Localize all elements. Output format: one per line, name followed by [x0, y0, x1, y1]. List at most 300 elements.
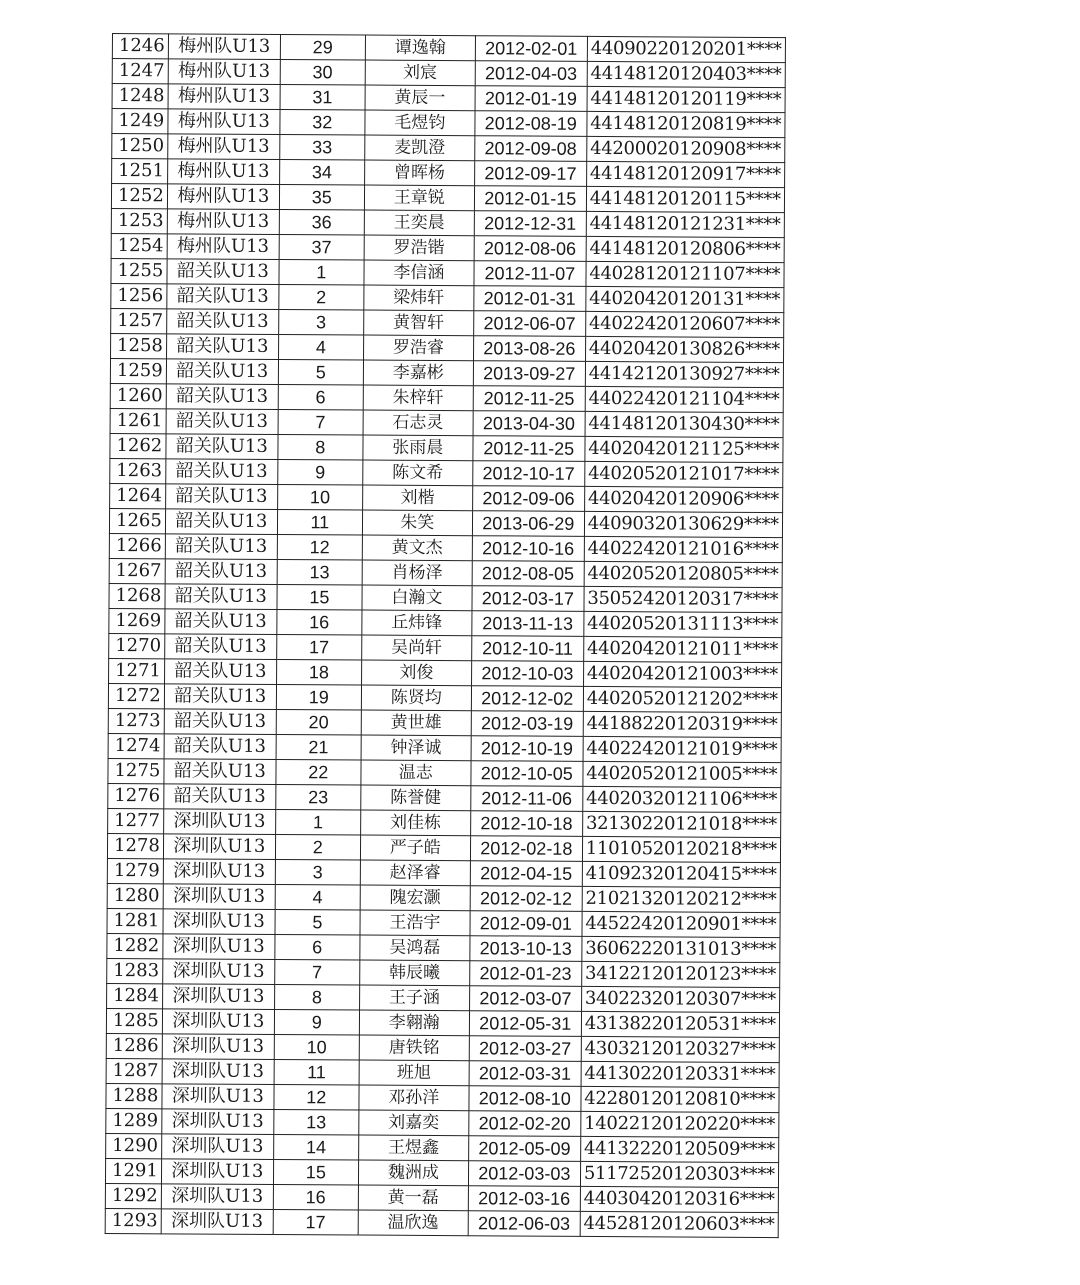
jersey-number-cell: 4 — [275, 885, 360, 911]
id-number-cell: 44022420121019**** — [583, 736, 781, 762]
id-number-cell: 44020420121011**** — [583, 636, 781, 662]
jersey-number-cell: 7 — [275, 960, 360, 986]
birth-date-cell: 2012-09-01 — [470, 911, 582, 937]
birth-date-cell: 2012-02-20 — [469, 1111, 581, 1137]
player-name-cell: 唐铁铭 — [359, 1035, 469, 1061]
team-name-cell: 深圳队U13 — [163, 884, 275, 910]
birth-date-cell: 2013-08-26 — [473, 336, 585, 362]
player-name-cell: 白瀚文 — [362, 585, 472, 611]
table-row — [107, 958, 780, 987]
player-name-cell: 李嘉彬 — [363, 360, 473, 386]
team-name-cell: 深圳队U13 — [161, 1134, 273, 1160]
birth-date-cell: 2012-09-06 — [472, 486, 584, 512]
id-number-cell: 44022420120607**** — [585, 311, 783, 337]
player-name-cell: 严子皓 — [360, 835, 470, 861]
id-number-cell: 44020420120906**** — [584, 486, 782, 512]
team-name-cell: 梅州队U13 — [167, 159, 279, 185]
birth-date-cell: 2013-04-30 — [473, 411, 585, 437]
player-name-cell: 罗浩锴 — [364, 235, 474, 261]
table-row — [106, 1133, 779, 1162]
jersey-number-cell: 17 — [276, 635, 361, 661]
id-number-cell: 44148120130430**** — [585, 411, 783, 437]
id-number-cell: 44022420121016**** — [584, 536, 782, 562]
table-row — [110, 458, 783, 487]
table-row — [108, 783, 781, 812]
player-name-cell: 黄辰一 — [365, 85, 475, 111]
team-name-cell: 韶关队U13 — [164, 684, 276, 710]
jersey-number-cell: 3 — [278, 310, 363, 336]
row-index-cell: 1284 — [107, 983, 163, 1008]
jersey-number-cell: 15 — [273, 1160, 358, 1186]
table-row — [110, 358, 783, 387]
row-index-cell: 1277 — [108, 808, 164, 833]
player-name-cell: 丘炜锋 — [362, 610, 472, 636]
table-row — [112, 134, 785, 163]
table-row — [111, 283, 784, 312]
table-row — [109, 633, 782, 662]
id-number-cell: 44148120120819**** — [587, 111, 785, 137]
player-name-cell: 黄一磊 — [358, 1185, 468, 1211]
birth-date-cell: 2012-10-05 — [471, 761, 583, 787]
id-number-cell: 32130220121018**** — [582, 811, 780, 837]
player-name-cell: 隗宏灏 — [360, 885, 470, 911]
team-name-cell: 梅州队U13 — [168, 134, 280, 160]
player-name-cell: 刘俊 — [361, 660, 471, 686]
row-index-cell: 1274 — [108, 733, 164, 758]
id-number-cell: 35052420120317**** — [584, 586, 782, 612]
birth-date-cell: 2012-03-19 — [471, 711, 583, 737]
row-index-cell: 1289 — [106, 1108, 162, 1133]
birth-date-cell: 2013-11-13 — [472, 611, 584, 637]
jersey-number-cell: 13 — [277, 560, 362, 586]
id-number-cell: 44020420130826**** — [585, 336, 783, 362]
row-index-cell: 1278 — [107, 833, 163, 858]
jersey-number-cell: 3 — [275, 860, 360, 886]
player-name-cell: 麦凯澄 — [365, 135, 475, 161]
id-number-cell: 44148120120403**** — [587, 61, 785, 87]
id-number-cell: 42280120120810**** — [581, 1086, 779, 1112]
row-index-cell: 1286 — [106, 1033, 162, 1058]
row-index-cell: 1251 — [112, 159, 168, 184]
birth-date-cell: 2012-08-10 — [469, 1086, 581, 1112]
row-index-cell: 1280 — [107, 883, 163, 908]
birth-date-cell: 2012-03-16 — [468, 1186, 580, 1212]
player-name-cell: 王章锐 — [364, 185, 474, 211]
table-row — [111, 333, 784, 362]
id-number-cell: 43032120120327**** — [581, 1036, 779, 1062]
table-row — [111, 184, 784, 213]
row-index-cell: 1255 — [111, 258, 167, 283]
birth-date-cell: 2012-09-08 — [475, 136, 587, 162]
jersey-number-cell: 4 — [278, 335, 363, 361]
jersey-number-cell: 20 — [276, 710, 361, 736]
player-name-cell: 朱梓轩 — [363, 385, 473, 411]
id-number-cell: 44022420121104**** — [585, 386, 783, 412]
player-name-cell: 吴鸿磊 — [360, 935, 470, 961]
table-row — [109, 533, 782, 562]
birth-date-cell: 2012-10-11 — [471, 636, 583, 662]
team-name-cell: 深圳队U13 — [162, 1109, 274, 1135]
table-row — [112, 34, 785, 63]
team-name-cell: 深圳队U13 — [163, 859, 275, 885]
row-index-cell: 1292 — [105, 1183, 161, 1208]
table-row — [111, 208, 784, 237]
player-name-cell: 魏洲成 — [358, 1160, 468, 1186]
jersey-number-cell: 29 — [280, 35, 365, 61]
player-name-cell: 王煜鑫 — [358, 1135, 468, 1161]
id-number-cell: 34022320120307**** — [581, 986, 779, 1012]
jersey-number-cell: 11 — [274, 1060, 359, 1086]
team-name-cell: 韶关队U13 — [164, 709, 276, 735]
team-name-cell: 韶关队U13 — [165, 534, 277, 560]
table-row — [106, 1083, 779, 1112]
player-name-cell: 韩辰曦 — [360, 960, 470, 986]
id-number-cell: 44028120121107**** — [586, 261, 784, 287]
jersey-number-cell: 33 — [280, 135, 365, 161]
player-name-cell: 梁炜轩 — [364, 285, 474, 311]
jersey-number-cell: 12 — [274, 1085, 359, 1111]
birth-date-cell: 2012-10-16 — [472, 536, 584, 562]
id-number-cell: 44020520121005**** — [583, 761, 781, 787]
row-index-cell: 1264 — [110, 483, 166, 508]
player-name-cell: 钟泽诚 — [361, 735, 471, 761]
row-index-cell: 1287 — [106, 1058, 162, 1083]
row-index-cell: 1259 — [110, 358, 166, 383]
player-name-cell: 刘嘉奕 — [359, 1110, 469, 1136]
row-index-cell: 1246 — [112, 34, 168, 59]
row-index-cell: 1262 — [110, 433, 166, 458]
table-row — [112, 59, 785, 88]
row-index-cell: 1248 — [112, 84, 168, 109]
row-index-cell: 1252 — [111, 184, 167, 209]
birth-date-cell: 2012-03-07 — [469, 986, 581, 1012]
id-number-cell: 21021320120212**** — [582, 886, 780, 912]
row-index-cell: 1275 — [108, 758, 164, 783]
birth-date-cell: 2012-01-31 — [474, 286, 586, 312]
player-roster-table — [105, 33, 786, 1238]
player-name-cell: 温欣逸 — [358, 1210, 468, 1236]
team-name-cell: 梅州队U13 — [167, 234, 279, 260]
team-name-cell: 韶关队U13 — [164, 759, 276, 785]
id-number-cell: 44148120121231**** — [586, 211, 784, 237]
team-name-cell: 韶关队U13 — [164, 634, 276, 660]
birth-date-cell: 2012-06-07 — [473, 311, 585, 337]
id-number-cell: 44020420120131**** — [586, 286, 784, 312]
team-name-cell: 深圳队U13 — [161, 1209, 273, 1235]
birth-date-cell: 2012-08-06 — [474, 236, 586, 262]
table-row — [105, 1158, 778, 1187]
table-row — [108, 708, 781, 737]
player-name-cell: 陈文希 — [363, 460, 473, 486]
birth-date-cell: 2012-10-18 — [470, 811, 582, 837]
team-name-cell: 梅州队U13 — [168, 59, 280, 85]
id-number-cell: 44132220120509**** — [580, 1136, 778, 1162]
birth-date-cell: 2012-01-23 — [469, 961, 581, 987]
row-index-cell: 1260 — [110, 383, 166, 408]
table-row — [107, 833, 780, 862]
id-number-cell: 44148120120119**** — [587, 86, 785, 112]
jersey-number-cell: 17 — [273, 1210, 358, 1236]
id-number-cell: 44188220120319**** — [583, 711, 781, 737]
player-name-cell: 罗浩睿 — [363, 335, 473, 361]
table-row — [109, 583, 782, 612]
jersey-number-cell: 7 — [278, 410, 363, 436]
table-row — [111, 233, 784, 262]
team-name-cell: 韶关队U13 — [167, 284, 279, 310]
id-number-cell: 34122120120123**** — [581, 961, 779, 987]
row-index-cell: 1253 — [111, 208, 167, 233]
jersey-number-cell: 8 — [278, 435, 363, 461]
jersey-number-cell: 34 — [279, 160, 364, 186]
team-name-cell: 深圳队U13 — [163, 809, 275, 835]
birth-date-cell: 2013-10-13 — [470, 936, 582, 962]
player-name-cell: 黄智轩 — [363, 310, 473, 336]
id-number-cell: 44020520131113**** — [584, 611, 782, 637]
team-name-cell: 深圳队U13 — [163, 909, 275, 935]
jersey-number-cell: 12 — [277, 535, 362, 561]
id-number-cell: 44090320130629**** — [584, 511, 782, 537]
jersey-number-cell: 35 — [279, 185, 364, 211]
row-index-cell: 1273 — [108, 708, 164, 733]
team-name-cell: 韶关队U13 — [166, 434, 278, 460]
row-index-cell: 1257 — [111, 308, 167, 333]
team-name-cell: 韶关队U13 — [166, 459, 278, 485]
jersey-number-cell: 2 — [279, 285, 364, 311]
table-row — [112, 159, 785, 188]
row-index-cell: 1266 — [109, 533, 165, 558]
table-row — [107, 933, 780, 962]
id-number-cell: 44020520121202**** — [583, 686, 781, 712]
row-index-cell: 1268 — [109, 583, 165, 608]
row-index-cell: 1276 — [108, 783, 164, 808]
birth-date-cell: 2012-02-18 — [470, 836, 582, 862]
id-number-cell: 44130220120331**** — [581, 1061, 779, 1087]
birth-date-cell: 2012-02-12 — [470, 886, 582, 912]
birth-date-cell: 2013-09-27 — [473, 361, 585, 387]
row-index-cell: 1271 — [109, 658, 165, 683]
table-row — [111, 258, 784, 287]
player-name-cell: 赵泽睿 — [360, 860, 470, 886]
table-row — [107, 908, 780, 937]
team-name-cell: 深圳队U13 — [162, 1034, 274, 1060]
player-name-cell: 邓孙洋 — [359, 1085, 469, 1111]
team-name-cell: 韶关队U13 — [166, 309, 278, 335]
table-row — [109, 508, 782, 537]
jersey-number-cell: 8 — [274, 985, 359, 1011]
row-index-cell: 1263 — [110, 458, 166, 483]
team-name-cell: 韶关队U13 — [165, 484, 277, 510]
table-row — [108, 758, 781, 787]
row-index-cell: 1250 — [112, 134, 168, 159]
row-index-cell: 1283 — [107, 958, 163, 983]
jersey-number-cell: 1 — [279, 260, 364, 286]
team-name-cell: 梅州队U13 — [167, 209, 279, 235]
team-name-cell: 梅州队U13 — [167, 184, 279, 210]
birth-date-cell: 2012-01-19 — [475, 86, 587, 112]
jersey-number-cell: 1 — [275, 810, 360, 836]
team-name-cell: 梅州队U13 — [168, 84, 280, 110]
birth-date-cell: 2012-12-02 — [471, 686, 583, 712]
id-number-cell: 44200020120908**** — [587, 136, 785, 162]
player-name-cell: 张雨晨 — [363, 435, 473, 461]
row-index-cell: 1285 — [106, 1008, 162, 1033]
birth-date-cell: 2012-10-19 — [471, 736, 583, 762]
team-name-cell: 韶关队U13 — [164, 734, 276, 760]
id-number-cell: 44148120120806**** — [586, 236, 784, 262]
row-index-cell: 1254 — [111, 233, 167, 258]
team-name-cell: 韶关队U13 — [164, 659, 276, 685]
team-name-cell: 韶关队U13 — [167, 259, 279, 285]
jersey-number-cell: 11 — [277, 510, 362, 536]
team-name-cell: 深圳队U13 — [161, 1159, 273, 1185]
table-row — [109, 558, 782, 587]
team-name-cell: 韶关队U13 — [166, 334, 278, 360]
id-number-cell: 44528120120603**** — [580, 1211, 778, 1237]
row-index-cell: 1261 — [110, 408, 166, 433]
team-name-cell: 梅州队U13 — [168, 34, 280, 60]
row-index-cell: 1279 — [107, 858, 163, 883]
team-name-cell: 深圳队U13 — [163, 834, 275, 860]
team-name-cell: 深圳队U13 — [162, 1059, 274, 1085]
player-name-cell: 王奕晨 — [364, 210, 474, 236]
table-row — [107, 883, 780, 912]
birth-date-cell: 2012-04-15 — [470, 861, 582, 887]
row-index-cell: 1265 — [109, 508, 165, 533]
jersey-number-cell: 13 — [274, 1110, 359, 1136]
jersey-number-cell: 19 — [276, 685, 361, 711]
jersey-number-cell: 16 — [273, 1185, 358, 1211]
row-index-cell: 1247 — [112, 59, 168, 84]
birth-date-cell: 2012-01-15 — [474, 186, 586, 212]
jersey-number-cell: 22 — [276, 760, 361, 786]
id-number-cell: 11010520120218**** — [582, 836, 780, 862]
team-name-cell: 韶关队U13 — [165, 509, 277, 535]
player-name-cell: 刘佳栋 — [360, 810, 470, 836]
jersey-number-cell: 6 — [275, 935, 360, 961]
jersey-number-cell: 37 — [279, 235, 364, 261]
table-row — [106, 1058, 779, 1087]
id-number-cell: 44148120120115**** — [586, 186, 784, 212]
player-name-cell: 黄文杰 — [362, 535, 472, 561]
player-name-cell: 刘宸 — [365, 60, 475, 86]
table-row — [108, 808, 781, 837]
player-name-cell: 谭逸翰 — [365, 35, 475, 61]
jersey-number-cell: 10 — [277, 485, 362, 511]
jersey-number-cell: 23 — [276, 785, 361, 811]
birth-date-cell: 2012-10-03 — [471, 661, 583, 687]
birth-date-cell: 2012-03-17 — [472, 586, 584, 612]
team-name-cell: 梅州队U13 — [168, 109, 280, 135]
player-name-cell: 毛煜钧 — [365, 110, 475, 136]
birth-date-cell: 2012-04-03 — [475, 61, 587, 87]
table-row — [105, 1183, 778, 1212]
table-row — [108, 683, 781, 712]
jersey-number-cell: 15 — [277, 585, 362, 611]
player-name-cell: 陈誉健 — [361, 785, 471, 811]
row-index-cell: 1256 — [111, 283, 167, 308]
birth-date-cell: 2012-08-05 — [472, 561, 584, 587]
row-index-cell: 1270 — [109, 633, 165, 658]
table-row — [108, 733, 781, 762]
team-name-cell: 韶关队U13 — [165, 559, 277, 585]
player-name-cell: 李信涵 — [364, 260, 474, 286]
id-number-cell: 44030420120316**** — [580, 1186, 778, 1212]
birth-date-cell: 2012-06-03 — [468, 1211, 580, 1237]
table-row — [107, 983, 780, 1012]
birth-date-cell: 2012-02-01 — [475, 36, 587, 62]
jersey-number-cell: 36 — [279, 210, 364, 236]
row-index-cell: 1281 — [107, 908, 163, 933]
jersey-number-cell: 31 — [280, 85, 365, 111]
jersey-number-cell: 10 — [274, 1035, 359, 1061]
id-number-cell: 44020320121106**** — [583, 786, 781, 812]
birth-date-cell: 2012-12-31 — [474, 211, 586, 237]
birth-date-cell: 2012-03-27 — [469, 1036, 581, 1062]
jersey-number-cell: 5 — [278, 360, 363, 386]
row-index-cell: 1291 — [105, 1158, 161, 1183]
table-row — [109, 658, 782, 687]
team-name-cell: 深圳队U13 — [161, 1184, 273, 1210]
player-name-cell: 石志灵 — [363, 410, 473, 436]
team-name-cell: 深圳队U13 — [163, 934, 275, 960]
jersey-number-cell: 9 — [274, 1010, 359, 1036]
player-name-cell: 王子涵 — [359, 985, 469, 1011]
id-number-cell: 44142120130927**** — [585, 361, 783, 387]
birth-date-cell: 2013-06-29 — [472, 511, 584, 537]
team-name-cell: 韶关队U13 — [166, 384, 278, 410]
team-name-cell: 韶关队U13 — [166, 409, 278, 435]
row-index-cell: 1293 — [105, 1208, 161, 1233]
team-name-cell: 深圳队U13 — [163, 959, 275, 985]
roster-body — [105, 34, 785, 1238]
id-number-cell: 43138220120531**** — [581, 1011, 779, 1037]
id-number-cell: 44020520120805**** — [584, 561, 782, 587]
team-name-cell: 韶关队U13 — [164, 784, 276, 810]
birth-date-cell: 2012-03-03 — [468, 1161, 580, 1187]
id-number-cell: 36062220131013**** — [582, 936, 780, 962]
player-name-cell: 黄世雄 — [361, 710, 471, 736]
id-number-cell: 44020520121017**** — [585, 461, 783, 487]
player-name-cell: 班旭 — [359, 1060, 469, 1086]
birth-date-cell: 2012-11-06 — [471, 786, 583, 812]
id-number-cell: 14022120120220**** — [581, 1111, 779, 1137]
birth-date-cell: 2012-03-31 — [469, 1061, 581, 1087]
team-name-cell: 深圳队U13 — [162, 1009, 274, 1035]
id-number-cell: 44148120120917**** — [586, 161, 784, 187]
id-number-cell: 44090220120201**** — [587, 36, 785, 62]
jersey-number-cell: 32 — [280, 110, 365, 136]
id-number-cell: 41092320120415**** — [582, 861, 780, 887]
birth-date-cell: 2012-05-09 — [468, 1136, 580, 1162]
table-row — [110, 408, 783, 437]
birth-date-cell: 2012-05-31 — [469, 1011, 581, 1037]
jersey-number-cell: 5 — [275, 910, 360, 936]
row-index-cell: 1249 — [112, 109, 168, 134]
table-row — [109, 608, 782, 637]
player-name-cell: 刘楷 — [362, 485, 472, 511]
birth-date-cell: 2012-08-19 — [475, 111, 587, 137]
jersey-number-cell: 16 — [277, 610, 362, 636]
row-index-cell: 1282 — [107, 933, 163, 958]
birth-date-cell: 2012-11-07 — [474, 261, 586, 287]
row-index-cell: 1258 — [111, 333, 167, 358]
birth-date-cell: 2012-10-17 — [473, 461, 585, 487]
jersey-number-cell: 14 — [273, 1135, 358, 1161]
team-name-cell: 韶关队U13 — [165, 609, 277, 635]
id-number-cell: 51172520120303**** — [580, 1161, 778, 1187]
jersey-number-cell: 6 — [278, 385, 363, 411]
table-row — [106, 1008, 779, 1037]
